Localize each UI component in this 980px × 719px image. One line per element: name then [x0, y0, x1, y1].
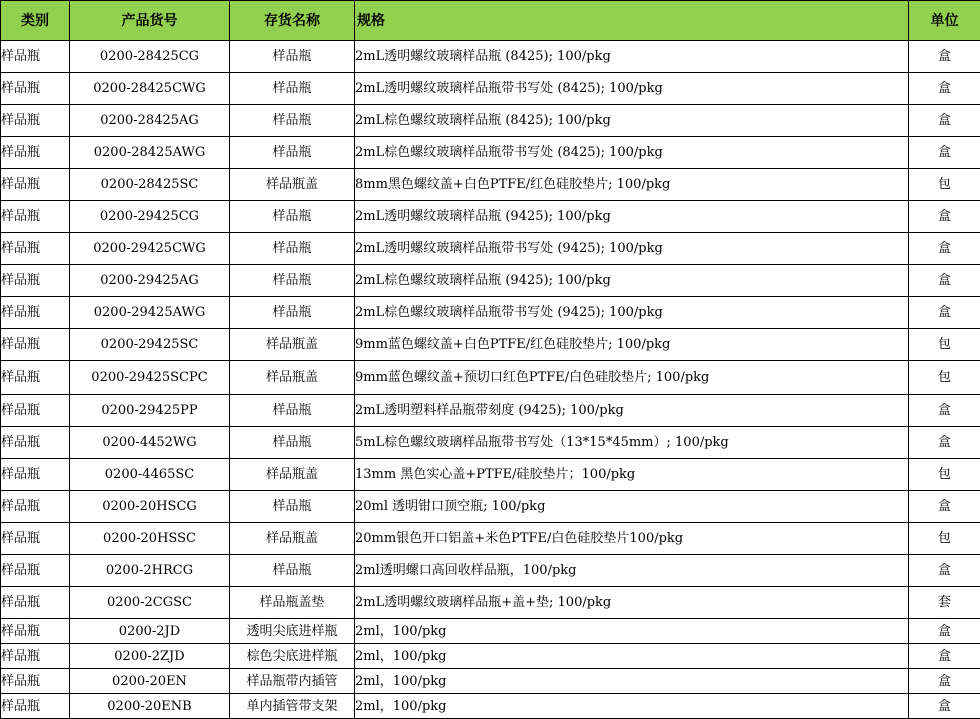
cell-unit[interactable]: 盒 [909, 137, 980, 169]
cell-item-name[interactable]: 样品瓶 [230, 265, 355, 297]
cell-unit[interactable]: 盒 [909, 265, 980, 297]
cell-item-name[interactable]: 样品瓶 [230, 201, 355, 233]
cell-spec[interactable]: 2ml，100/pkg [355, 644, 909, 669]
cell-product-code[interactable]: 0200-29425PP [70, 395, 230, 427]
table-row [1, 694, 980, 719]
cell-unit[interactable]: 包 [909, 523, 980, 555]
cell-spec[interactable]: 2mL透明螺纹玻璃样品瓶带书写处 (9425); 100/pkg [355, 233, 909, 265]
cell-category[interactable]: 样品瓶 [1, 297, 70, 329]
cell-unit[interactable]: 盒 [909, 297, 980, 329]
cell-category[interactable]: 样品瓶 [1, 41, 70, 73]
cell-item-name[interactable]: 样品瓶盖垫 [230, 587, 355, 619]
cell-unit[interactable]: 盒 [909, 669, 980, 694]
table-row [1, 169, 980, 201]
cell-item-name[interactable]: 样品瓶 [230, 491, 355, 523]
cell-spec[interactable]: 2mL棕色螺纹玻璃样品瓶 (9425); 100/pkg [355, 265, 909, 297]
table-row [1, 265, 980, 297]
cell-category[interactable]: 样品瓶 [1, 523, 70, 555]
cell-spec[interactable]: 13mm 黑色实心盖+PTFE/硅胶垫片；100/pkg [355, 459, 909, 491]
cell-unit[interactable]: 盒 [909, 395, 980, 427]
cell-item-name[interactable]: 样品瓶 [230, 41, 355, 73]
cell-item-name[interactable]: 样品瓶盖 [230, 169, 355, 201]
cell-category[interactable]: 样品瓶 [1, 694, 70, 719]
cell-category[interactable]: 样品瓶 [1, 459, 70, 491]
cell-spec[interactable]: 2ml，100/pkg [355, 669, 909, 694]
cell-spec[interactable]: 2mL透明塑料样品瓶带刻度 (9425); 100/pkg [355, 395, 909, 427]
cell-product-code[interactable]: 0200-28425CG [70, 41, 230, 73]
cell-item-name[interactable]: 样品瓶 [230, 73, 355, 105]
cell-product-code[interactable]: 0200-20EN [70, 669, 230, 694]
cell-product-code[interactable]: 0200-29425AG [70, 265, 230, 297]
table-row [1, 619, 980, 644]
cell-unit[interactable]: 包 [909, 329, 980, 361]
table-row [1, 105, 980, 137]
table-row [1, 427, 980, 459]
cell-product-code[interactable]: 0200-2ZJD [70, 644, 230, 669]
cell-item-name[interactable]: 单内插管带支架 [230, 694, 355, 719]
cell-product-code[interactable]: 0200-4465SC [70, 459, 230, 491]
cell-category[interactable]: 样品瓶 [1, 491, 70, 523]
cell-category[interactable]: 样品瓶 [1, 169, 70, 201]
cell-spec[interactable]: 9mm蓝色螺纹盖+白色PTFE/红色硅胶垫片; 100/pkg [355, 329, 909, 361]
table-row [1, 491, 980, 523]
table-row [1, 555, 980, 587]
cell-category[interactable]: 样品瓶 [1, 201, 70, 233]
cell-spec[interactable]: 2ml，100/pkg [355, 694, 909, 719]
cell-spec[interactable]: 2mL棕色螺纹玻璃样品瓶 (8425); 100/pkg [355, 105, 909, 137]
cell-unit[interactable]: 包 [909, 169, 980, 201]
table-row [1, 587, 980, 619]
cell-product-code[interactable]: 0200-4452WG [70, 427, 230, 459]
cell-category[interactable]: 样品瓶 [1, 555, 70, 587]
cell-unit[interactable]: 盒 [909, 105, 980, 137]
cell-unit[interactable]: 盒 [909, 233, 980, 265]
cell-item-name[interactable]: 样品瓶 [230, 137, 355, 169]
header-row [1, 1, 980, 41]
cell-unit[interactable]: 盒 [909, 694, 980, 719]
cell-unit[interactable]: 盒 [909, 619, 980, 644]
cell-product-code[interactable]: 0200-20HSCG [70, 491, 230, 523]
table-row [1, 329, 980, 361]
cell-product-code[interactable]: 0200-28425AWG [70, 137, 230, 169]
cell-unit[interactable]: 盒 [909, 644, 980, 669]
cell-spec[interactable]: 2mL透明螺纹玻璃样品瓶 (8425); 100/pkg [355, 41, 909, 73]
cell-unit[interactable]: 盒 [909, 427, 980, 459]
cell-category[interactable]: 样品瓶 [1, 619, 70, 644]
table-row [1, 395, 980, 427]
cell-unit[interactable]: 套 [909, 587, 980, 619]
cell-spec[interactable]: 2ml，100/pkg [355, 619, 909, 644]
cell-product-code[interactable]: 0200-2CGSC [70, 587, 230, 619]
cell-unit[interactable]: 盒 [909, 201, 980, 233]
cell-product-code[interactable]: 0200-28425SC [70, 169, 230, 201]
cell-spec[interactable]: 8mm黑色螺纹盖+白色PTFE/红色硅胶垫片; 100/pkg [355, 169, 909, 201]
cell-spec[interactable]: 9mm蓝色螺纹盖+预切口红色PTFE/白色硅胶垫片; 100/pkg [355, 361, 909, 395]
cell-item-name[interactable]: 样品瓶 [230, 297, 355, 329]
cell-spec[interactable]: 5mL棕色螺纹玻璃样品瓶带书写处（13*15*45mm）; 100/pkg [355, 427, 909, 459]
cell-unit[interactable]: 盒 [909, 41, 980, 73]
cell-item-name[interactable]: 透明尖底进样瓶 [230, 619, 355, 644]
cell-category[interactable]: 样品瓶 [1, 587, 70, 619]
cell-spec[interactable]: 20mm银色开口铝盖+米色PTFE/白色硅胶垫片100/pkg [355, 523, 909, 555]
table-row [1, 297, 980, 329]
table-row [1, 644, 980, 669]
cell-item-name[interactable]: 棕色尖底进样瓶 [230, 644, 355, 669]
cell-product-code[interactable]: 0200-28425CWG [70, 73, 230, 105]
cell-unit[interactable]: 盒 [909, 491, 980, 523]
cell-item-name[interactable]: 样品瓶盖 [230, 329, 355, 361]
cell-category[interactable]: 样品瓶 [1, 105, 70, 137]
cell-product-code[interactable]: 0200-2JD [70, 619, 230, 644]
cell-unit[interactable]: 盒 [909, 73, 980, 105]
header-spec[interactable]: 规格 [355, 1, 909, 41]
cell-category[interactable]: 样品瓶 [1, 644, 70, 669]
cell-product-code[interactable]: 0200-29425CWG [70, 233, 230, 265]
cell-unit[interactable]: 包 [909, 361, 980, 395]
cell-item-name[interactable]: 样品瓶盖 [230, 523, 355, 555]
table-row [1, 73, 980, 105]
cell-category[interactable]: 样品瓶 [1, 137, 70, 169]
header-category[interactable]: 类别 [1, 1, 70, 41]
cell-item-name[interactable]: 样品瓶带内插管 [230, 669, 355, 694]
cell-category[interactable]: 样品瓶 [1, 395, 70, 427]
cell-spec[interactable]: 2mL透明螺纹玻璃样品瓶带书写处 (8425); 100/pkg [355, 73, 909, 105]
cell-category[interactable]: 样品瓶 [1, 233, 70, 265]
cell-item-name[interactable]: 样品瓶 [230, 555, 355, 587]
cell-product-code[interactable]: 0200-29425CG [70, 201, 230, 233]
cell-item-name[interactable]: 样品瓶 [230, 395, 355, 427]
table-row [1, 233, 980, 265]
cell-category[interactable]: 样品瓶 [1, 265, 70, 297]
cell-category[interactable]: 样品瓶 [1, 361, 70, 395]
cell-item-name[interactable]: 样品瓶盖 [230, 361, 355, 395]
cell-spec[interactable]: 2mL棕色螺纹玻璃样品瓶带书写处 (8425); 100/pkg [355, 137, 909, 169]
cell-spec[interactable]: 20ml 透明钳口顶空瓶; 100/pkg [355, 491, 909, 523]
header-name[interactable]: 存货名称 [230, 1, 355, 41]
table-row [1, 201, 980, 233]
cell-category[interactable]: 样品瓶 [1, 73, 70, 105]
cell-item-name[interactable]: 样品瓶 [230, 105, 355, 137]
table-row [1, 669, 980, 694]
cell-category[interactable]: 样品瓶 [1, 427, 70, 459]
cell-category[interactable]: 样品瓶 [1, 669, 70, 694]
cell-product-code[interactable]: 0200-2HRCG [70, 555, 230, 587]
cell-product-code[interactable]: 0200-20HSSC [70, 523, 230, 555]
cell-unit[interactable]: 盒 [909, 555, 980, 587]
header-unit[interactable]: 单位 [909, 1, 980, 41]
cell-spec[interactable]: 2mL棕色螺纹玻璃样品瓶带书写处 (9425); 100/pkg [355, 297, 909, 329]
cell-spec[interactable]: 2mL透明螺纹玻璃样品瓶+盖+垫; 100/pkg [355, 587, 909, 619]
table-row [1, 41, 980, 73]
cell-item-name[interactable]: 样品瓶 [230, 233, 355, 265]
table-row [1, 361, 980, 395]
cell-spec[interactable]: 2ml透明螺口高回收样品瓶，100/pkg [355, 555, 909, 587]
cell-item-name[interactable]: 样品瓶 [230, 427, 355, 459]
header-code[interactable]: 产品货号 [70, 1, 230, 41]
cell-product-code[interactable]: 0200-29425SC [70, 329, 230, 361]
cell-unit[interactable]: 包 [909, 459, 980, 491]
cell-product-code[interactable]: 0200-28425AG [70, 105, 230, 137]
table-row [1, 459, 980, 491]
table-row [1, 137, 980, 169]
cell-category[interactable]: 样品瓶 [1, 329, 70, 361]
cell-product-code[interactable]: 0200-20ENB [70, 694, 230, 719]
cell-item-name[interactable]: 样品瓶盖 [230, 459, 355, 491]
cell-spec[interactable]: 2mL透明螺纹玻璃样品瓶 (9425); 100/pkg [355, 201, 909, 233]
table-row [1, 523, 980, 555]
cell-product-code[interactable]: 0200-29425SCPC [70, 361, 230, 395]
cell-product-code[interactable]: 0200-29425AWG [70, 297, 230, 329]
